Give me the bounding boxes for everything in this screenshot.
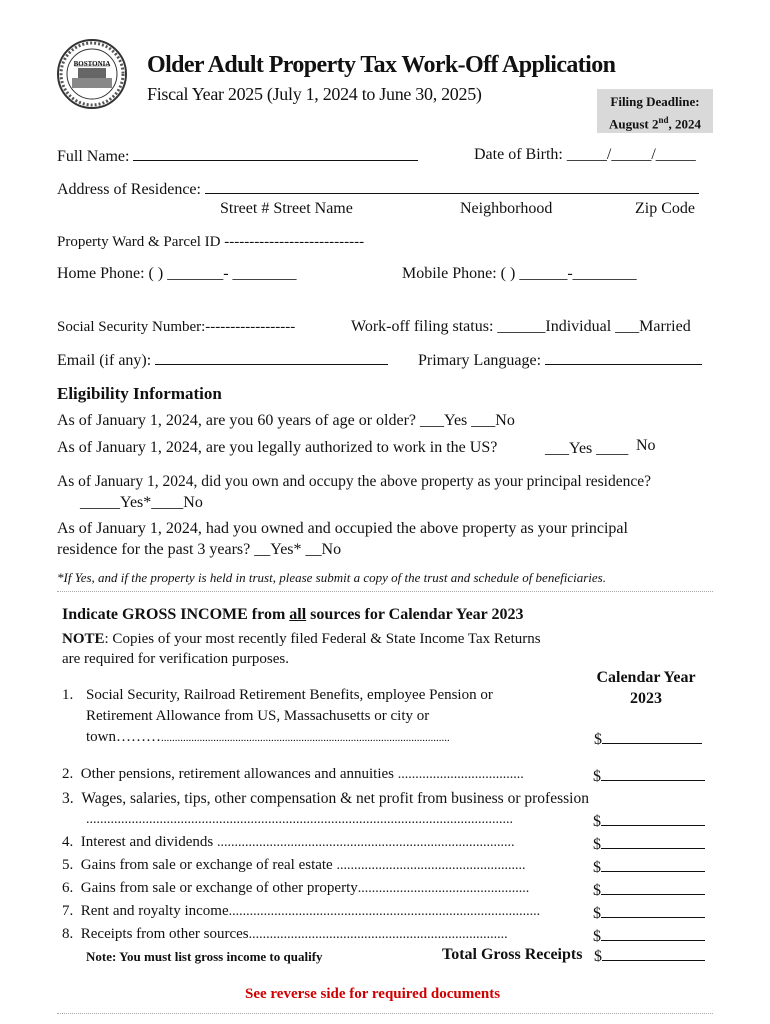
income-item-3: 3. Wages, salaries, tips, other compensation & net profit from business or profession [62,790,589,807]
income-item-8-amount[interactable]: $ [593,926,705,946]
city-seal [56,38,128,110]
email-field[interactable]: Email (if any): [57,350,388,370]
income-item-3-dots: .......................................................................................................................... [86,812,513,827]
full-name-field[interactable]: Full Name: [57,146,418,166]
language-field[interactable]: Primary Language: [418,350,702,370]
ward-parcel-field[interactable]: Property Ward & Parcel ID ---------------------------- [57,234,365,250]
eligibility-q3[interactable]: As of January 1, 2024, did you own and occupy the above property as your principal residence? [57,473,651,490]
income-item-5: 5. Gains from sale or exchange of real estate ...................................................... [62,857,526,873]
income-item-1-line3: town………......................................................................................................... [86,729,450,745]
bottom-divider [57,1013,713,1014]
column-header: Calendar Year 2023 [596,669,696,707]
income-item-6-amount[interactable]: $ [593,880,705,900]
eligibility-q2-yes[interactable]: ___Yes ____ [545,440,629,457]
workoff-status-field[interactable]: Work-off filing status: ______Individual ___Married [351,318,691,335]
dob-field[interactable]: Date of Birth: _____/_____/_____ [474,146,696,163]
address-field[interactable]: Address of Residence: [57,179,699,199]
income-item-4-amount[interactable]: $ [593,834,705,854]
eligibility-q1[interactable]: As of January 1, 2024, are you 60 years of age or older? ___Yes ___No [57,412,515,429]
income-item-2: 2. Other pensions, retirement allowances and annuities .................................... [62,766,524,782]
income-item-5-amount[interactable]: $ [593,857,705,877]
income-note-line2: are required for verification purposes. [62,651,289,667]
eligibility-q4[interactable]: As of January 1, 2024, had you owned and occupied the above property as your principal [57,520,628,537]
trust-note: *If Yes, and if the property is held in trust, please submit a copy of the trust and schedule of beneficiaries. [57,570,606,585]
income-item-1-amount[interactable]: $ [594,729,702,749]
income-item-7-amount[interactable]: $ [593,903,705,923]
eligibility-q2-no[interactable]: No [636,437,656,454]
home-phone-field[interactable]: Home Phone: ( ) _______- ________ [57,265,297,282]
zip-label: Zip Code [635,200,695,217]
mobile-phone-field[interactable]: Mobile Phone: ( ) ______-________ [402,265,637,282]
eligibility-heading: Eligibility Information [57,384,222,403]
eligibility-q3-answer[interactable]: _____Yes*____No [80,494,203,511]
eligibility-q4-line2[interactable]: residence for the past 3 years? __Yes* __No [57,541,342,558]
total-label: Total Gross Receipts [442,946,583,963]
qualify-note: Note: You must list gross income to qualify [86,949,323,964]
income-item-1-number: 1. [62,687,74,703]
income-note: NOTE: Copies of your most recently filed Federal & State Income Tax Returns [62,631,541,647]
income-heading: Indicate GROSS INCOME from all sources for Calendar Year 2023 [62,606,524,623]
income-item-6: 6. Gains from sale or exchange of other property................................................. [62,880,530,896]
page-title: Older Adult Property Tax Work-Off Application [147,52,616,78]
seal-text: BOSTONIA [73,60,111,68]
income-item-3-amount[interactable]: $ [593,811,705,831]
income-item-1-line2: Retirement Allowance from US, Massachusetts or city or [86,708,430,724]
section-divider [57,591,713,592]
total-amount[interactable]: $ [594,946,705,966]
neighborhood-label: Neighborhood [460,200,553,217]
deadline-date: August 2nd, 2024 [608,115,701,132]
reverse-side-note: See reverse side for required documents [245,986,501,1002]
income-item-1-line1: Social Security, Railroad Retirement Benefits, employee Pension or [86,687,493,703]
street-label: Street # Street Name [220,200,353,217]
eligibility-q2[interactable]: As of January 1, 2024, are you legally authorized to work in the US? [57,439,498,456]
deadline-label: Filing Deadline: [610,94,700,109]
income-item-8: 8. Receipts from other sources.......................................................................... [62,926,508,942]
income-item-4: 4. Interest and dividends ..................................................................................... [62,834,515,850]
income-item-7: 7. Rent and royalty income......................................................................................... [62,903,541,919]
filing-deadline-box [597,89,713,133]
income-item-2-amount[interactable]: $ [593,766,705,786]
ssn-field[interactable]: Social Security Number:------------------ [57,319,296,335]
page-subtitle: Fiscal Year 2025 (July 1, 2024 to June 30, 2025) [147,84,482,104]
